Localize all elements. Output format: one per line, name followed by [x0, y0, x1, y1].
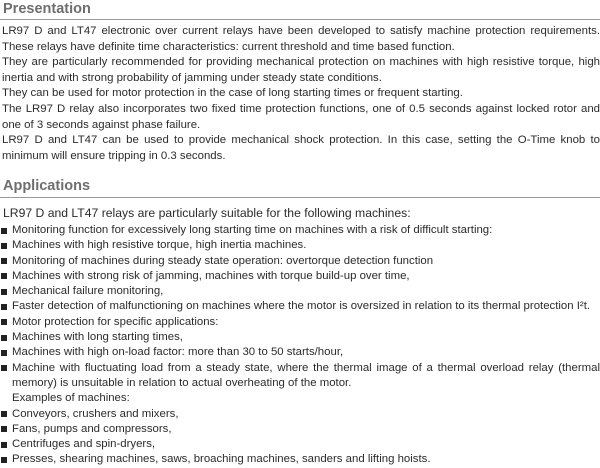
list-item: [0, 437, 600, 452]
square-bullet-icon: [1, 350, 7, 356]
square-bullet-icon: [1, 228, 7, 234]
presentation-paragraph: The LR97 D relay also incorporates two fixed time protection functions, one of 0.5 seconds against locked rotor and one of 3 seconds against phase failure.: [2, 102, 600, 131]
examples-label: [0, 391, 600, 406]
applications-intro: LR97 D and LT47 relays are particularly suitable for the following machines:: [3, 206, 411, 220]
square-bullet-icon: [1, 273, 7, 279]
list-item-text: Machine with fluctuating load from a steady state, where the thermal image of a thermal overload relay (thermal memory) is unsuitable in relation to actual overheating of the motor.: [12, 361, 600, 389]
presentation-section: [0, 0, 600, 164]
square-bullet-icon: [1, 411, 7, 417]
presentation-heading: Presentation: [0, 0, 600, 20]
square-bullet-icon: [1, 457, 7, 463]
list-item: [0, 284, 600, 299]
list-item: [0, 452, 600, 467]
example-item-text: Fans, pumps and compressors,: [12, 422, 172, 435]
list-item-text: Monitoring of machines during steady state operation: overtorque detection function: [12, 254, 434, 267]
list-item-text: Motor protection for specific applications:: [12, 315, 219, 328]
list-item-text: Machines with high resistive torque, high inertia machines.: [12, 239, 307, 252]
applications-list: [0, 223, 600, 468]
list-item-text: Machines with long starting times,: [12, 331, 183, 344]
list-item-text: Machines with high on-load factor: more than 30 to 50 starts/hour,: [12, 346, 344, 359]
presentation-paragraph: LR97 D and LT47 electronic over current relays have been developed to satisfy machine protection requirements. These relays have definite time characteristics: current threshold and time based function.: [2, 25, 600, 53]
list-item: [0, 422, 600, 437]
list-item-text: Mechanical failure monitoring,: [12, 285, 164, 298]
list-item: [0, 345, 600, 360]
square-bullet-icon: [1, 335, 7, 341]
list-item: [0, 330, 600, 345]
presentation-body: [0, 24, 600, 164]
square-bullet-icon: [1, 365, 7, 371]
example-item-text: Presses, shearing machines, saws, broaching machines, sanders and lifting hoists.: [12, 453, 431, 466]
list-item: [0, 223, 600, 238]
square-bullet-icon: [1, 442, 7, 448]
example-item-text: Conveyors, crushers and mixers,: [12, 407, 179, 420]
list-item: [0, 361, 600, 392]
square-bullet-icon: [1, 319, 7, 325]
square-bullet-icon: [1, 426, 7, 432]
list-item: [0, 299, 600, 314]
presentation-paragraph: They are particularly recommended for providing mechanical protection on machines with high resistive torque, high inertia and with strong probability of jamming under steady state conditions.: [2, 56, 600, 84]
list-item-text: Machines with strong risk of jamming, machines with torque build-up over time,: [12, 269, 410, 282]
square-bullet-icon: [1, 289, 7, 295]
example-item-text: Centrifuges and spin-dryers,: [12, 438, 156, 451]
list-item: [0, 238, 600, 253]
square-bullet-icon: [1, 304, 7, 310]
list-item: [0, 254, 600, 269]
list-item-text: Monitoring function for excessively long starting time on machines with a risk of difficult starting:: [12, 224, 493, 236]
square-bullet-icon: [1, 243, 7, 249]
examples-label-text: Examples of machines:: [12, 392, 130, 405]
list-item: [0, 315, 600, 330]
list-item: [0, 269, 600, 284]
square-bullet-icon: [1, 258, 7, 264]
presentation-paragraph: LR97 D and LT47 can be used to provide mechanical shock protection. In this case, setting the O-Time knob to minimum will ensure tripping in 0.3 seconds.: [2, 134, 600, 162]
list-item-text: Faster detection of malfunctioning on machines where the motor is oversized in relation to its thermal protection I²t.: [12, 300, 591, 313]
applications-heading: Applications: [0, 177, 600, 198]
presentation-paragraph: They can be used for motor protection in the case of long starting times or frequent starting.: [2, 87, 463, 100]
list-item: [0, 407, 600, 422]
applications-section: [0, 177, 600, 468]
